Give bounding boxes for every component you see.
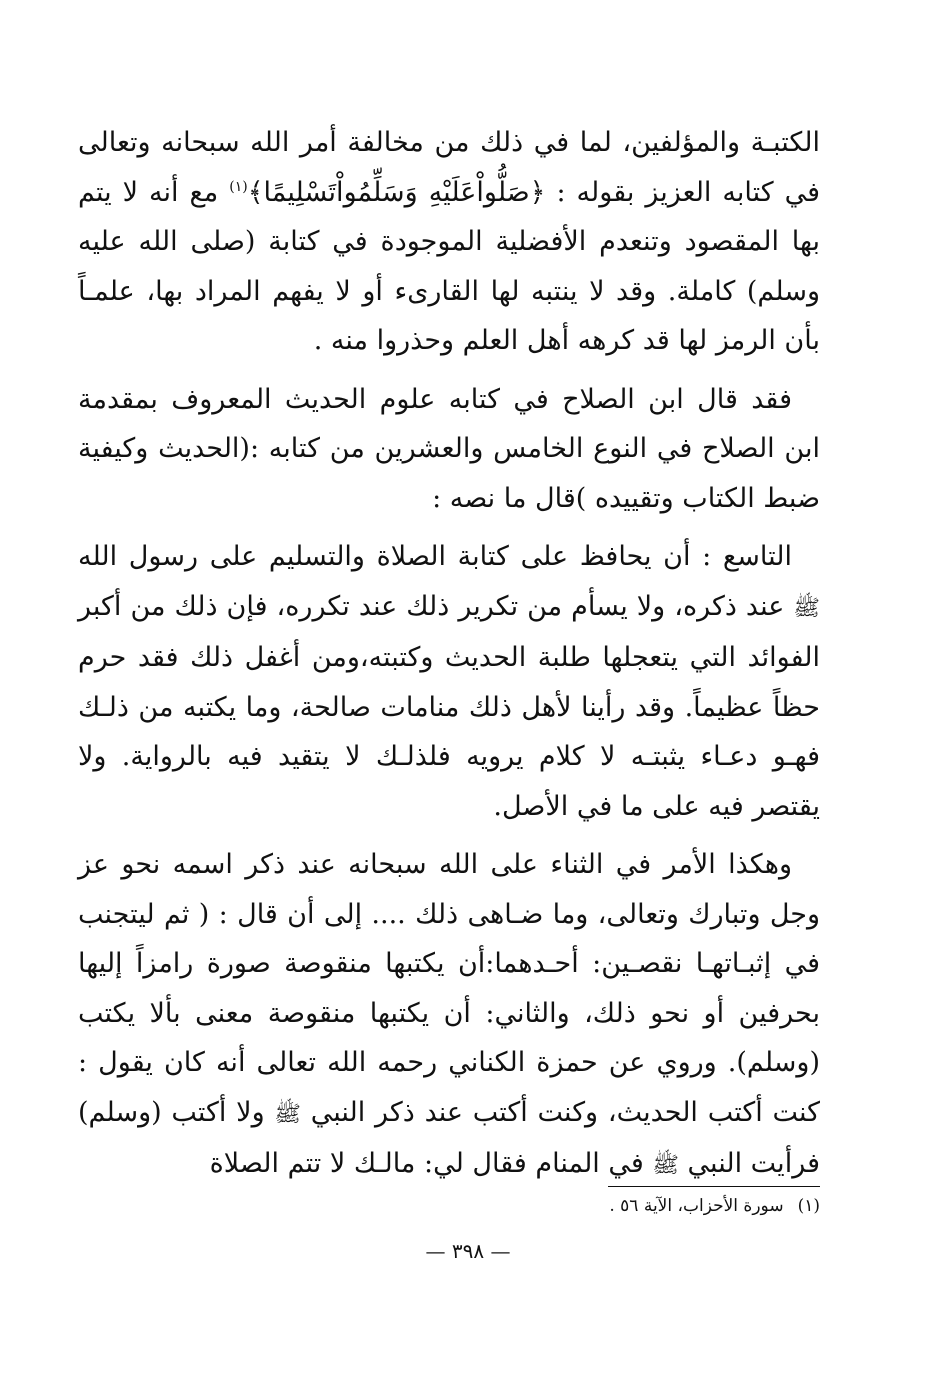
salawat-ligature: ﷺ: [652, 1153, 679, 1178]
footnote-text: سورة الأحزاب، الآية ٥٦ .: [609, 1196, 784, 1216]
paragraph-4-text-part-3: في المنام فقال لي: مالـك لا تتم الصلاة: [209, 1148, 653, 1179]
footnote-marker: (١): [797, 1196, 820, 1216]
footnote-divider: [608, 1186, 820, 1187]
paragraph-3-text-part-2: عند ذكره، ولا يسأم من تكرير ذلك عند تكرره، فإن ذلك من أكبر الفوائد التي يتعجلها طلبة الحديث وكتبته،ومن أغفل ذلك فقد حرم حظاً عظيماً. وقد رأينا لأهل ذلك منامات صالحة، وما يكتبه من ذلـك فهـو دعـاء يثبتـه لا كلام يرويه فلذلـك لا يتقيد فيه بالرواية. ولا يقتصر فيه على ما في الأصل.: [78, 590, 820, 822]
paragraph-1-text-before-ayah: الكتبـة والمؤلفين، لما في ذلك من مخالفة أمر الله سبحانه وتعالى في كتابه العزيز بقوله :: [78, 127, 820, 208]
footnote: [260, 1192, 820, 1220]
paragraph-2-text: فقد قال ابن الصلاح في كتابه علوم الحديث المعروف بمقدمة ابن الصلاح في النوع الخامس والعشرين من كتابه :(الحديث وكيفية ضبط الكتاب وتقييده )قال ما نصه :: [78, 383, 820, 514]
page-number: — ٣٩٨ —: [425, 1239, 511, 1263]
paragraph-1: [78, 118, 820, 366]
paragraph-4: [78, 840, 820, 1191]
quran-verse: ﴿صَلُّواْعَلَيْهِ وَسَلِّمُواْتَسْلِيمًا﴾: [247, 176, 546, 208]
page-body: [78, 118, 820, 1191]
salawat-ligature: ﷺ: [274, 1101, 301, 1127]
paragraph-3: [78, 532, 820, 831]
paragraph-1-text-after-ayah: مع أنه لا يتم بها المقصود وتنعدم الأفضلية الموجودة في كتابة (صلى الله عليه وسلم) كاملة. وقد لا ينتبه لها القارىء أو لا يفهم المراد بها، علمـاً بأن الرمز لها قد كرهه أهل العلم وحذروا منه .: [78, 176, 820, 356]
salawat-ligature: ﷺ: [793, 595, 820, 621]
paragraph-2: [78, 375, 820, 524]
paragraph-4-text-part-1: وهكذا الأمر في الثناء على الله سبحانه عند ذكر اسمه نحو عز وجل وتبارك وتعالى، وما ضـاهى ذلك .... إلى أن قال : ( ثم ليتجنب في إثبـاتهـا نقصـين: أحـدهما:أن يكتبها منقوصة صورة رامزاً إليها بحرفين أو نحو ذلك، والثاني: أن يكتبها منقوصة معنى بألا يكتب (وسلم). وروي عن حمزة الكناني رحمه الله تعالى أنه كان يقول : كنت أكتب الحديث، وكنت أكتب عند ذكر النبي: [78, 849, 820, 1128]
paragraph-3-text-part-1: التاسع : أن يحافظ على كتابة الصلاة والتسليم على رسول الله: [78, 541, 792, 572]
paragraph-4-text-part-2: ولا أكتب (وسلم) فرأيت النبي: [78, 1096, 820, 1179]
footnote-reference[interactable]: (١): [229, 178, 248, 195]
